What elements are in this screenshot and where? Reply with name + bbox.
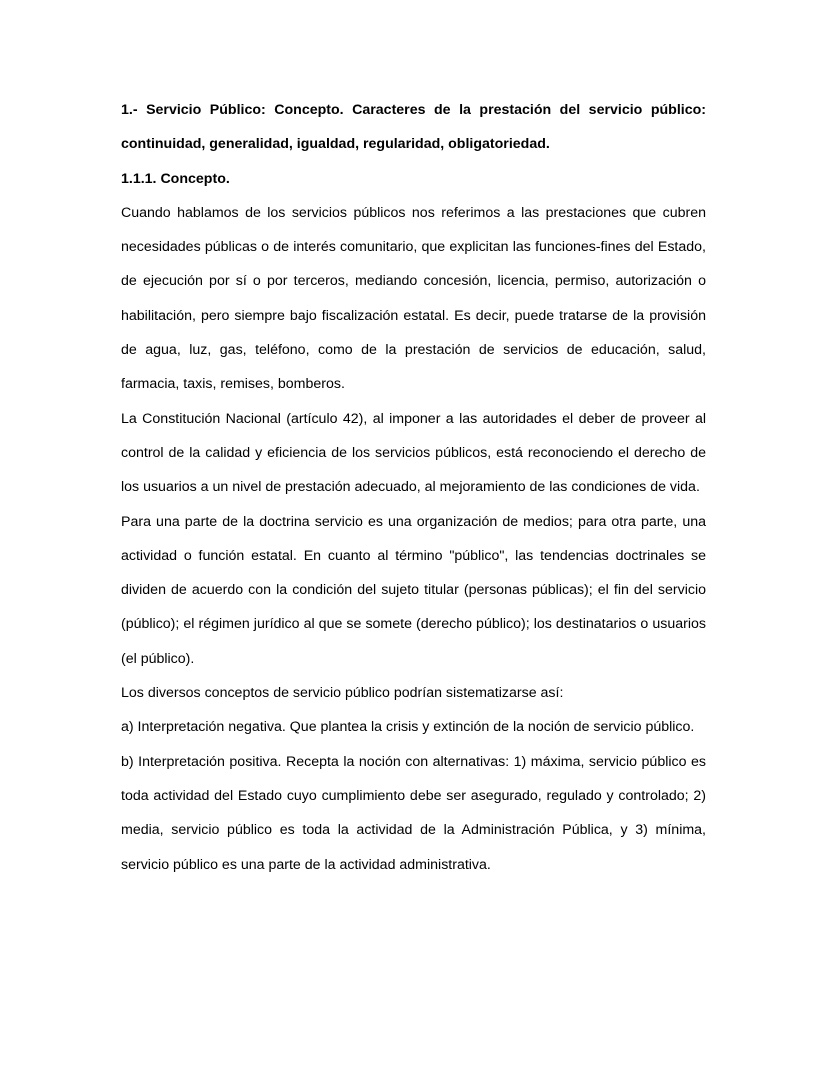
subsection-heading: 1.1.1. Concepto. — [121, 170, 230, 187]
paragraph-doctrine: Para una parte de la doctrina servicio es una organización de medios; para otra parte, una actividad o función estatal. En cuanto al término "público", las tendencias doctrinales se dividen de acuerdo con la condición del sujeto titular (personas públicas); el fin del servicio (público); el régimen jurídico al que se somete (derecho público); los destinatarios o usuarios (el público). — [121, 513, 706, 667]
paragraph-positive-interpretation: b) Interpretación positiva. Recepta la noción con alternativas: 1) máxima, servicio público es toda actividad del Estado cuyo cumplimiento debe ser asegurado, regulado y controlado; 2) media, servicio público es toda la actividad de la Administración Pública, y 3) mínima, servicio público es una parte de la actividad administrativa. — [121, 753, 706, 873]
paragraph-concepts-intro: Los diversos conceptos de servicio público podrían sistematizarse así: — [121, 685, 564, 702]
paragraph-negative-interpretation: a) Interpretación negativa. Que plantea la crisis y extinción de la noción de servicio público. — [121, 719, 695, 736]
document-page — [121, 93, 706, 882]
paragraph-definition: Cuando hablamos de los servicios públicos nos referimos a las prestaciones que cubren necesidades públicas o de interés comunitario, que explicitan las funciones-fines del Estado, de ejecución por sí o por terceros, mediando concesión, licencia, permiso, autorización o habilitación, pero siempre bajo fiscalización estatal. Es decir, puede tratarse de la provisión de agua, luz, gas, teléfono, como de la prestación de servicios de educación, salud, farmacia, taxis, remises, bomberos. — [121, 204, 706, 393]
section-heading: 1.- Servicio Público: Concepto. Caracteres de la prestación del servicio público: continuidad, generalidad, igualdad, regularidad, obligatoriedad. — [121, 102, 706, 153]
paragraph-constitution: La Constitución Nacional (artículo 42), al imponer a las autoridades el deber de proveer al control de la calidad y eficiencia de los servicios públicos, está reconociendo el derecho de los usuarios a un nivel de prestación adecuado, al mejoramiento de las condiciones de vida. — [121, 410, 706, 496]
